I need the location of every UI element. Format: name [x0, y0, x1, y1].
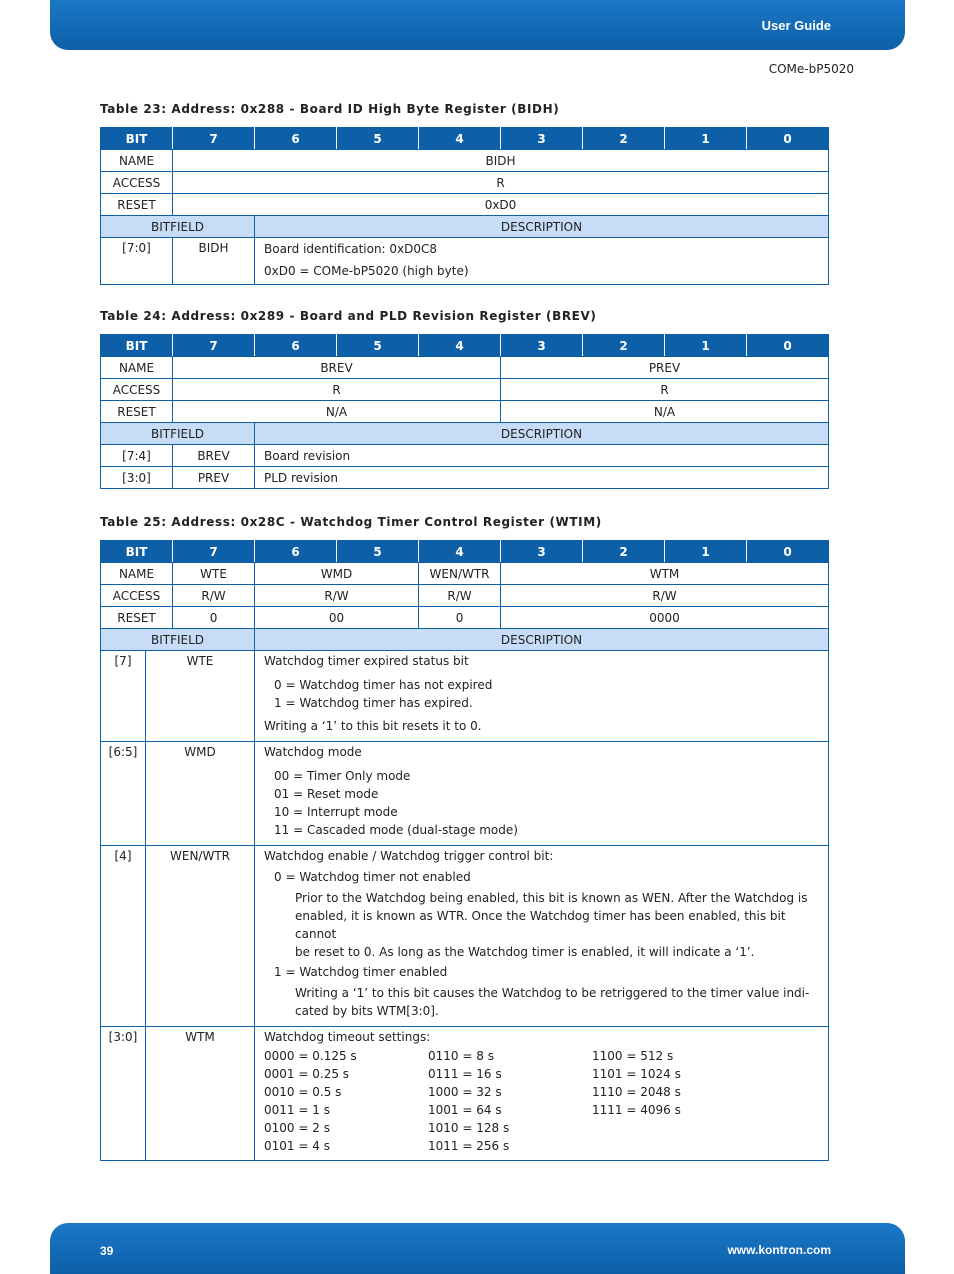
- desc-option: 11 = Cascaded mode (dual-stage mode): [274, 823, 518, 837]
- reset-row: [101, 194, 829, 216]
- bit-header-row: [101, 541, 829, 563]
- timeout-option: 0110 = 8 s: [428, 1049, 494, 1063]
- desc-note: Writing a ‘1’ to this bit resets it to 0.: [264, 719, 482, 733]
- desc-title: Watchdog timeout settings:: [264, 1030, 431, 1044]
- field-description: [255, 238, 829, 285]
- desc-note-line: be reset to 0. As long as the Watchdog timer is enabled, it will indicate a ‘1’.: [295, 945, 755, 959]
- bitfield-header: BITFIELD: [101, 423, 255, 445]
- bit-header-cell: 3: [501, 335, 583, 357]
- name-value: BIDH: [173, 150, 829, 172]
- timeout-option: 1101 = 1024 s: [592, 1067, 681, 1081]
- bit-range: [7:0]: [101, 238, 173, 285]
- desc-note-line: enabled, it is known as WTR. Once the Watchdog timer has been enabled, this bit cannot: [295, 909, 786, 941]
- timeout-column: [592, 1047, 756, 1155]
- field-name: BIDH: [173, 238, 255, 285]
- field-description: Board revision: [255, 445, 829, 467]
- timeout-option: 0011 = 1 s: [264, 1103, 330, 1117]
- field-name: WTE: [146, 651, 255, 742]
- reset-row: [101, 607, 829, 629]
- desc-title: Watchdog timer expired status bit: [264, 654, 469, 668]
- row-label: ACCESS: [101, 172, 173, 194]
- bit-header-cell: 7: [173, 128, 255, 150]
- reset-value: N/A: [501, 401, 829, 423]
- desc-option: 0 = Watchdog timer not enabled: [274, 870, 471, 884]
- bit-header-cell: BIT: [101, 335, 173, 357]
- access-value: R: [173, 379, 501, 401]
- timeout-option: 0000 = 0.125 s: [264, 1049, 357, 1063]
- name-value: WTM: [501, 563, 829, 585]
- bit-header-cell: 0: [747, 128, 829, 150]
- access-row: [101, 585, 829, 607]
- name-row: [101, 357, 829, 379]
- bitfield-header-row: [101, 216, 829, 238]
- timeout-option: 0111 = 16 s: [428, 1067, 502, 1081]
- timeout-option: 1111 = 4096 s: [592, 1103, 681, 1117]
- field-name: WMD: [146, 742, 255, 846]
- name-row: [101, 563, 829, 585]
- desc-option: 0 = Watchdog timer has not expired: [274, 678, 493, 692]
- row-label: RESET: [101, 194, 173, 216]
- timeout-option: 1001 = 64 s: [428, 1103, 502, 1117]
- bit-header-cell: 3: [501, 128, 583, 150]
- bit-header-cell: 4: [419, 335, 501, 357]
- bit-header-cell: 0: [747, 541, 829, 563]
- table-25: [100, 540, 829, 1161]
- field-description: [255, 846, 829, 1027]
- bit-range: [6:5]: [101, 742, 146, 846]
- timeout-option: 1000 = 32 s: [428, 1085, 502, 1099]
- bit-header-row: [101, 128, 829, 150]
- desc-option: 00 = Timer Only mode: [274, 769, 411, 783]
- bit-header-cell: 6: [255, 128, 337, 150]
- timeout-settings-grid: [264, 1047, 820, 1155]
- name-value: PREV: [501, 357, 829, 379]
- desc-title: Watchdog enable / Watchdog trigger control bit:: [264, 849, 554, 863]
- desc-option: 1 = Watchdog timer has expired.: [274, 696, 473, 710]
- table-row: [101, 1027, 829, 1161]
- bit-header-cell: 7: [173, 541, 255, 563]
- timeout-column: [264, 1047, 428, 1155]
- row-label: RESET: [101, 401, 173, 423]
- timeout-option: 1010 = 128 s: [428, 1121, 510, 1135]
- field-description: [255, 742, 829, 846]
- bit-header-cell: 6: [255, 335, 337, 357]
- reset-row: [101, 401, 829, 423]
- name-value: WEN/WTR: [419, 563, 501, 585]
- bit-range: [3:0]: [101, 1027, 146, 1161]
- access-value: R/W: [419, 585, 501, 607]
- row-label: ACCESS: [101, 585, 173, 607]
- name-row: [101, 150, 829, 172]
- bit-header-row: [101, 335, 829, 357]
- desc-title: Watchdog mode: [264, 745, 362, 759]
- bit-header-cell: 7: [173, 335, 255, 357]
- name-value: WMD: [255, 563, 419, 585]
- bit-header-cell: 4: [419, 128, 501, 150]
- desc-option: 1 = Watchdog timer enabled: [274, 965, 448, 979]
- timeout-option: 1011 = 256 s: [428, 1139, 510, 1153]
- timeout-option: 1100 = 512 s: [592, 1049, 674, 1063]
- description-header: DESCRIPTION: [255, 423, 829, 445]
- timeout-option: 1110 = 2048 s: [592, 1085, 681, 1099]
- bitfield-header-row: [101, 423, 829, 445]
- bit-header-cell: 0: [747, 335, 829, 357]
- table-23-caption: Table 23: Address: 0x288 - Board ID High Byte Register (BIDH): [100, 102, 560, 116]
- bit-header-cell: 1: [665, 128, 747, 150]
- row-label: NAME: [101, 150, 173, 172]
- desc-option: 10 = Interrupt mode: [274, 805, 398, 819]
- bit-header-cell: 4: [419, 541, 501, 563]
- bit-header-cell: 5: [337, 335, 419, 357]
- reset-value: 00: [255, 607, 419, 629]
- bitfield-header: BITFIELD: [101, 216, 255, 238]
- bit-header-cell: 6: [255, 541, 337, 563]
- access-value: R/W: [255, 585, 419, 607]
- bit-range: [4]: [101, 846, 146, 1027]
- timeout-option: 0101 = 4 s: [264, 1139, 330, 1153]
- bit-header-cell: BIT: [101, 128, 173, 150]
- access-row: [101, 379, 829, 401]
- desc-note-line: Prior to the Watchdog being enabled, this bit is known as WEN. After the Watchdog is: [295, 891, 808, 905]
- bit-header-cell: 2: [583, 541, 665, 563]
- field-name: BREV: [173, 445, 255, 467]
- desc-note-line: Writing a ‘1’ to this bit causes the Watchdog to be retriggered to the timer value indi-: [295, 986, 810, 1000]
- reset-value: 0: [419, 607, 501, 629]
- page-number: 39: [100, 1244, 114, 1258]
- access-row: [101, 172, 829, 194]
- reset-value: 0: [173, 607, 255, 629]
- access-value: R/W: [173, 585, 255, 607]
- table-25-caption: Table 25: Address: 0x28C - Watchdog Timer Control Register (WTIM): [100, 515, 602, 529]
- bit-header-cell: 1: [665, 335, 747, 357]
- description-header: DESCRIPTION: [255, 629, 829, 651]
- bitfield-header-row: [101, 629, 829, 651]
- reset-value: 0xD0: [173, 194, 829, 216]
- reset-value: N/A: [173, 401, 501, 423]
- reset-value: 0000: [501, 607, 829, 629]
- header-title: User Guide: [761, 18, 831, 33]
- model-label: COMe-bP5020: [768, 62, 854, 76]
- timeout-option: 0010 = 0.5 s: [264, 1085, 342, 1099]
- field-name: WEN/WTR: [146, 846, 255, 1027]
- row-label: ACCESS: [101, 379, 173, 401]
- table-row: [101, 238, 829, 285]
- table-row: [101, 742, 829, 846]
- desc-option: 01 = Reset mode: [274, 787, 379, 801]
- bit-range: [7]: [101, 651, 146, 742]
- table-row: [101, 467, 829, 489]
- table-row: [101, 846, 829, 1027]
- name-value: WTE: [173, 563, 255, 585]
- row-label: NAME: [101, 563, 173, 585]
- field-description: PLD revision: [255, 467, 829, 489]
- timeout-column: [428, 1047, 592, 1155]
- access-value: R: [173, 172, 829, 194]
- bit-header-cell: 5: [337, 541, 419, 563]
- desc-line: 0xD0 = COMe-bP5020 (high byte): [264, 264, 469, 278]
- table-row: [101, 651, 829, 742]
- table-24-caption: Table 24: Address: 0x289 - Board and PLD Revision Register (BREV): [100, 309, 597, 323]
- timeout-option: 0001 = 0.25 s: [264, 1067, 350, 1081]
- bit-header-cell: 5: [337, 128, 419, 150]
- field-name: PREV: [173, 467, 255, 489]
- row-label: NAME: [101, 357, 173, 379]
- access-value: R: [501, 379, 829, 401]
- page-header-bar: [50, 0, 905, 50]
- access-value: R/W: [501, 585, 829, 607]
- bit-header-cell: 2: [583, 335, 665, 357]
- bit-range: [7:4]: [101, 445, 173, 467]
- description-header: DESCRIPTION: [255, 216, 829, 238]
- bitfield-header: BITFIELD: [101, 629, 255, 651]
- footer-url: www.kontron.com: [727, 1243, 831, 1257]
- desc-note-line: cated by bits WTM[3:0].: [295, 1004, 439, 1018]
- field-name: WTM: [146, 1027, 255, 1161]
- table-row: [101, 445, 829, 467]
- bit-header-cell: 1: [665, 541, 747, 563]
- bit-header-cell: 2: [583, 128, 665, 150]
- bit-header-cell: 3: [501, 541, 583, 563]
- bit-range: [3:0]: [101, 467, 173, 489]
- row-label: RESET: [101, 607, 173, 629]
- name-value: BREV: [173, 357, 501, 379]
- timeout-option: 0100 = 2 s: [264, 1121, 330, 1135]
- desc-line: Board identification: 0xD0C8: [264, 242, 438, 256]
- table-24: [100, 334, 829, 489]
- field-description: [255, 651, 829, 742]
- field-description: [255, 1027, 829, 1161]
- bit-header-cell: BIT: [101, 541, 173, 563]
- page-footer-bar: [50, 1223, 905, 1274]
- table-23: [100, 127, 829, 285]
